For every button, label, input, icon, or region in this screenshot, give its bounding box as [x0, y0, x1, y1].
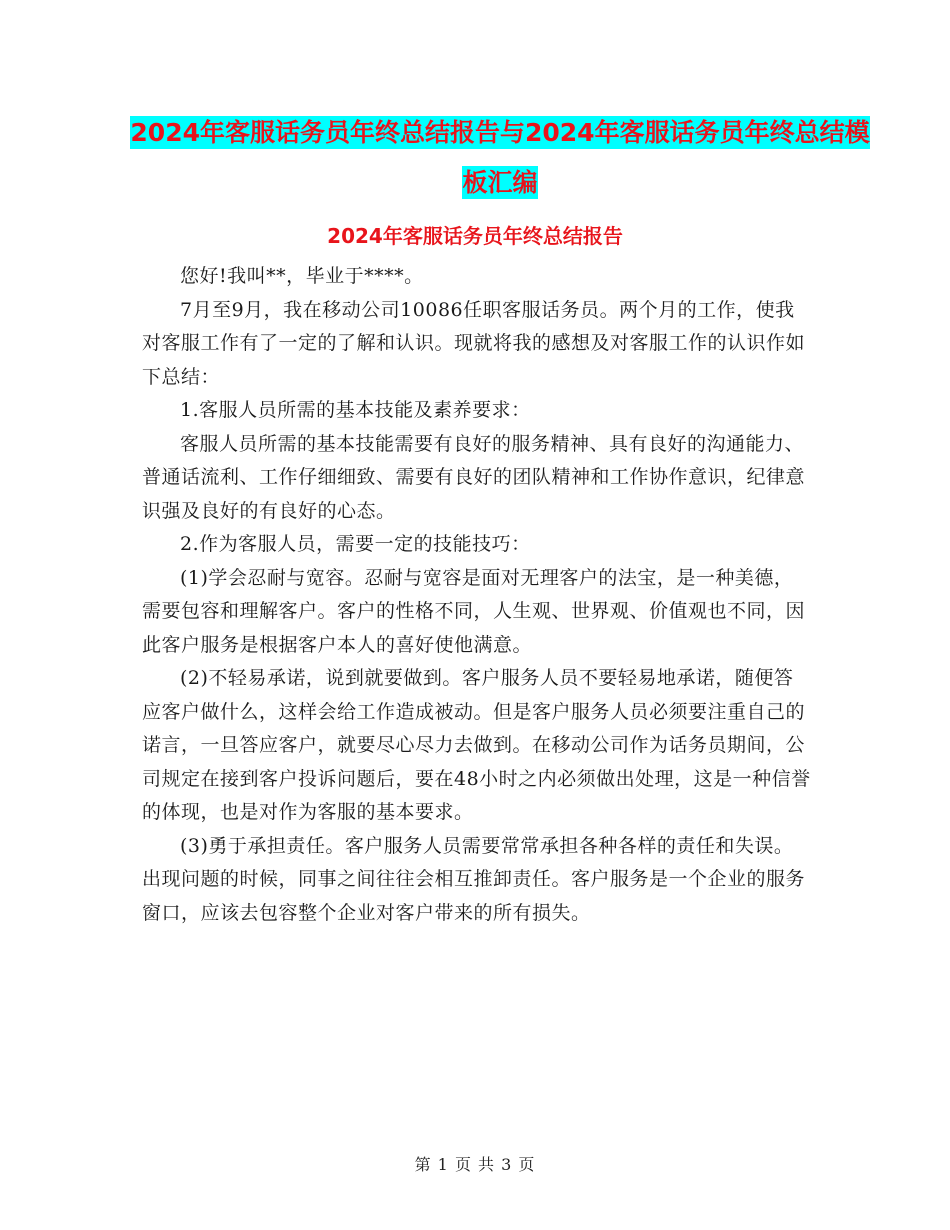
- document-body: [142, 260, 812, 930]
- section-title: 2024年客服话务员年终总结报告: [327, 224, 623, 248]
- paragraph: 1.客服人员所需的基本技能及素养要求：: [180, 399, 531, 421]
- paragraph: 7月至9月，我在移动公司10086任职客服话务员。两个月的工作，使我对客服工作有了一定的了解和认识。现就将我的感想及对客服工作的认识作如下总结：: [142, 298, 806, 388]
- paragraph: (3)勇于承担责任。客户服务人员需要常常承担各种各样的责任和失误。出现问题的时候，同事之间往往会相互推卸责任。客户服务是一个企业的服务窗口，应该去包容整个企业对客户带来的所有损失。: [142, 834, 806, 924]
- paragraph: (1)学会忍耐与宽容。忍耐与宽容是面对无理客户的法宝，是一种美德，需要包容和理解客户。客户的性格不同，人生观、世界观、价值观也不同，因此客户服务是根据客户本人的喜好使他满意。: [142, 566, 806, 656]
- paragraph: 您好!我叫**，毕业于****。: [180, 265, 424, 287]
- paragraph: 2.作为客服人员，需要一定的技能技巧：: [180, 533, 531, 555]
- document-title-text: 2024年客服话务员年终总结报告与2024年客服话务员年终总结模板汇编: [130, 118, 870, 197]
- page-footer: 第 1 页 共 3 页: [414, 1155, 536, 1174]
- paragraph: 客服人员所需的基本技能需要有良好的服务精神、具有良好的沟通能力、普通话流利、工作仔细细致、需要有良好的团队精神和工作协作意识，纪律意识强及良好的有良好的心态。: [142, 432, 806, 522]
- document-title: [120, 108, 880, 208]
- paragraph: (2)不轻易承诺，说到就要做到。客户服务人员不要轻易地承诺，随便答应客户做什么，这样会给工作造成被动。但是客户服务人员必须要注重自己的诺言，一旦答应客户，就要尽心尽力去做到。在移动公司作为话务员期间，公司规定在接到客户投诉问题后，要在48小时之内必须做出处理，这是一种信誉的体现，也是对作为客服的基本要求。: [142, 667, 811, 823]
